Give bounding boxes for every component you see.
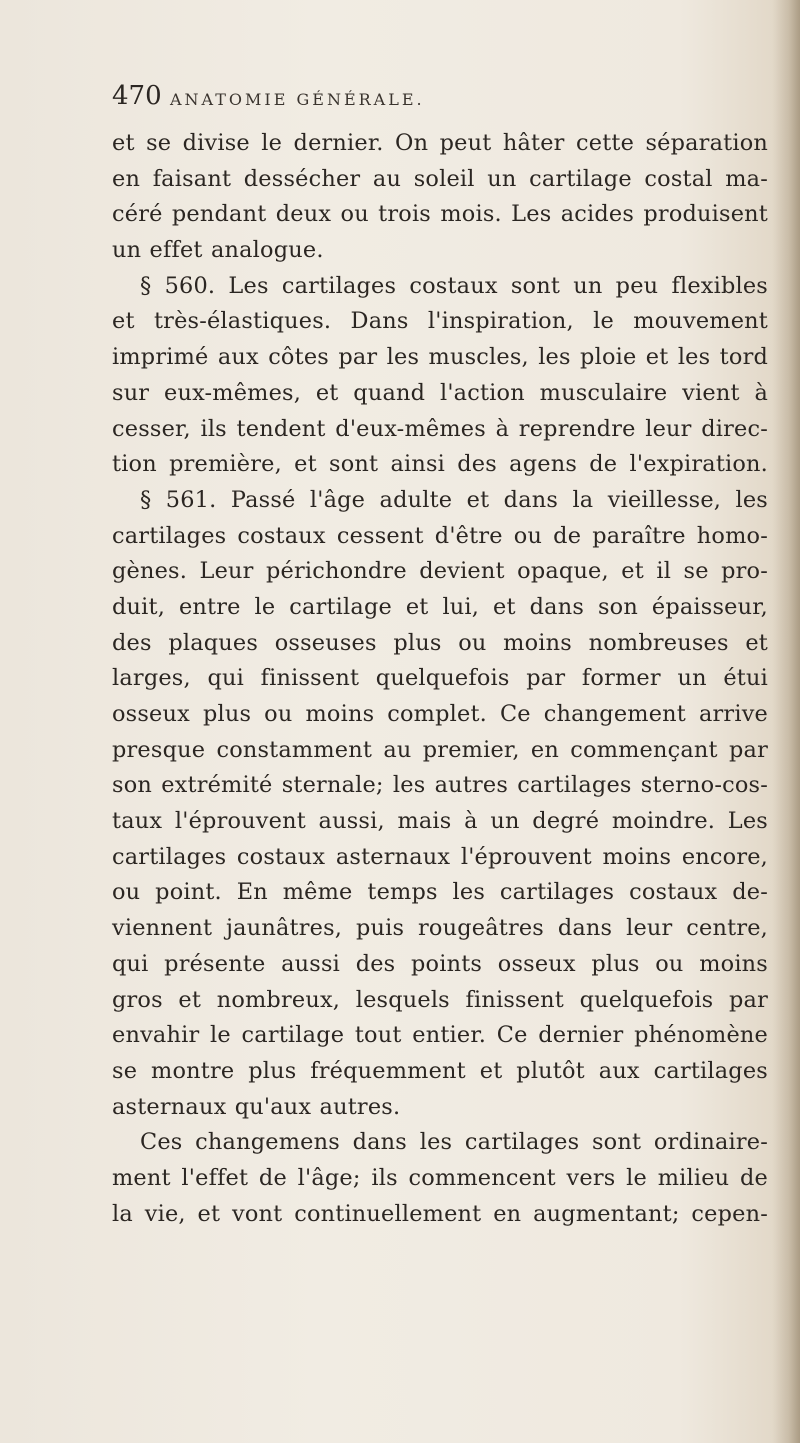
text-line: imprimé aux côtes par les muscles, les ploie et les tord [112,344,768,371]
text-line: en faisant dessécher au soleil un cartilage costal ma- [112,165,768,192]
text-line: céré pendant deux ou trois mois. Les acides produisent [112,201,768,228]
text-line: asternaux qu'aux autres. [112,1093,401,1120]
text-line: larges, qui finissent quelquefois par former un étui [112,665,768,692]
text-line: envahir le cartilage tout entier. Ce dernier phénomène [112,1022,768,1049]
text-line: cartilages costaux cessent d'être ou de paraître homo- [112,522,768,549]
text-line: son extrémité sternale; les autres cartilages sterno-cos- [112,772,768,799]
text-line: gros et nombreux, lesquels finissent quelquefois par [112,986,768,1013]
text-line: presque constamment au premier, en commençant par [112,736,768,763]
page-number: 470 [112,81,162,111]
text-line: se montre plus fréquemment et plutôt aux cartilages [112,1057,768,1084]
text-line: § 561. Passé l'âge adulte et dans la vieillesse, les [140,486,768,513]
text-line: osseux plus ou moins complet. Ce changement arrive [112,701,768,727]
body-text [112,126,768,1232]
text-line: et se divise le dernier. On peut hâter cette séparation [112,130,768,156]
text-line: qui présente aussi des points osseux plus ou moins [112,950,768,977]
text-line: viennent jaunâtres, puis rougeâtres dans leur centre, [112,915,768,942]
page-edge-shadow [772,0,800,1443]
text-line: cesser, ils tendent d'eux-mêmes à reprendre leur direc- [112,415,768,442]
text-line: ment l'effet de l'âge; ils commencent vers le milieu de [112,1164,768,1191]
text-line: tion première, et sont ainsi des agens de l'expiration. [112,451,768,478]
text-line: ou point. En même temps les cartilages costaux de- [112,879,768,906]
text-line: § 560. Les cartilages costaux sont un peu flexibles [140,272,768,299]
text-line: des plaques osseuses plus ou moins nombreuses et [112,629,768,656]
text-line: duit, entre le cartilage et lui, et dans son épaisseur, [112,593,768,620]
text-line: et très-élastiques. Dans l'inspiration, le mouvement [112,308,768,335]
text-line: cartilages costaux asternaux l'éprouvent moins encore, [112,843,768,870]
text-line: sur eux-mêmes, et quand l'action musculaire vient à [112,379,768,406]
text-line: la vie, et vont continuellement en augmentant; cepen- [112,1200,768,1227]
running-head: ANATOMIE GÉNÉRALE. [170,90,425,109]
text-line: un effet analogue. [112,237,324,264]
page-header [112,76,712,116]
text-line: gènes. Leur périchondre devient opaque, et il se pro- [112,558,768,585]
text-line: taux l'éprouvent aussi, mais à un degré moindre. Les [112,808,768,835]
text-line: Ces changemens dans les cartilages sont ordinaire- [140,1129,768,1156]
